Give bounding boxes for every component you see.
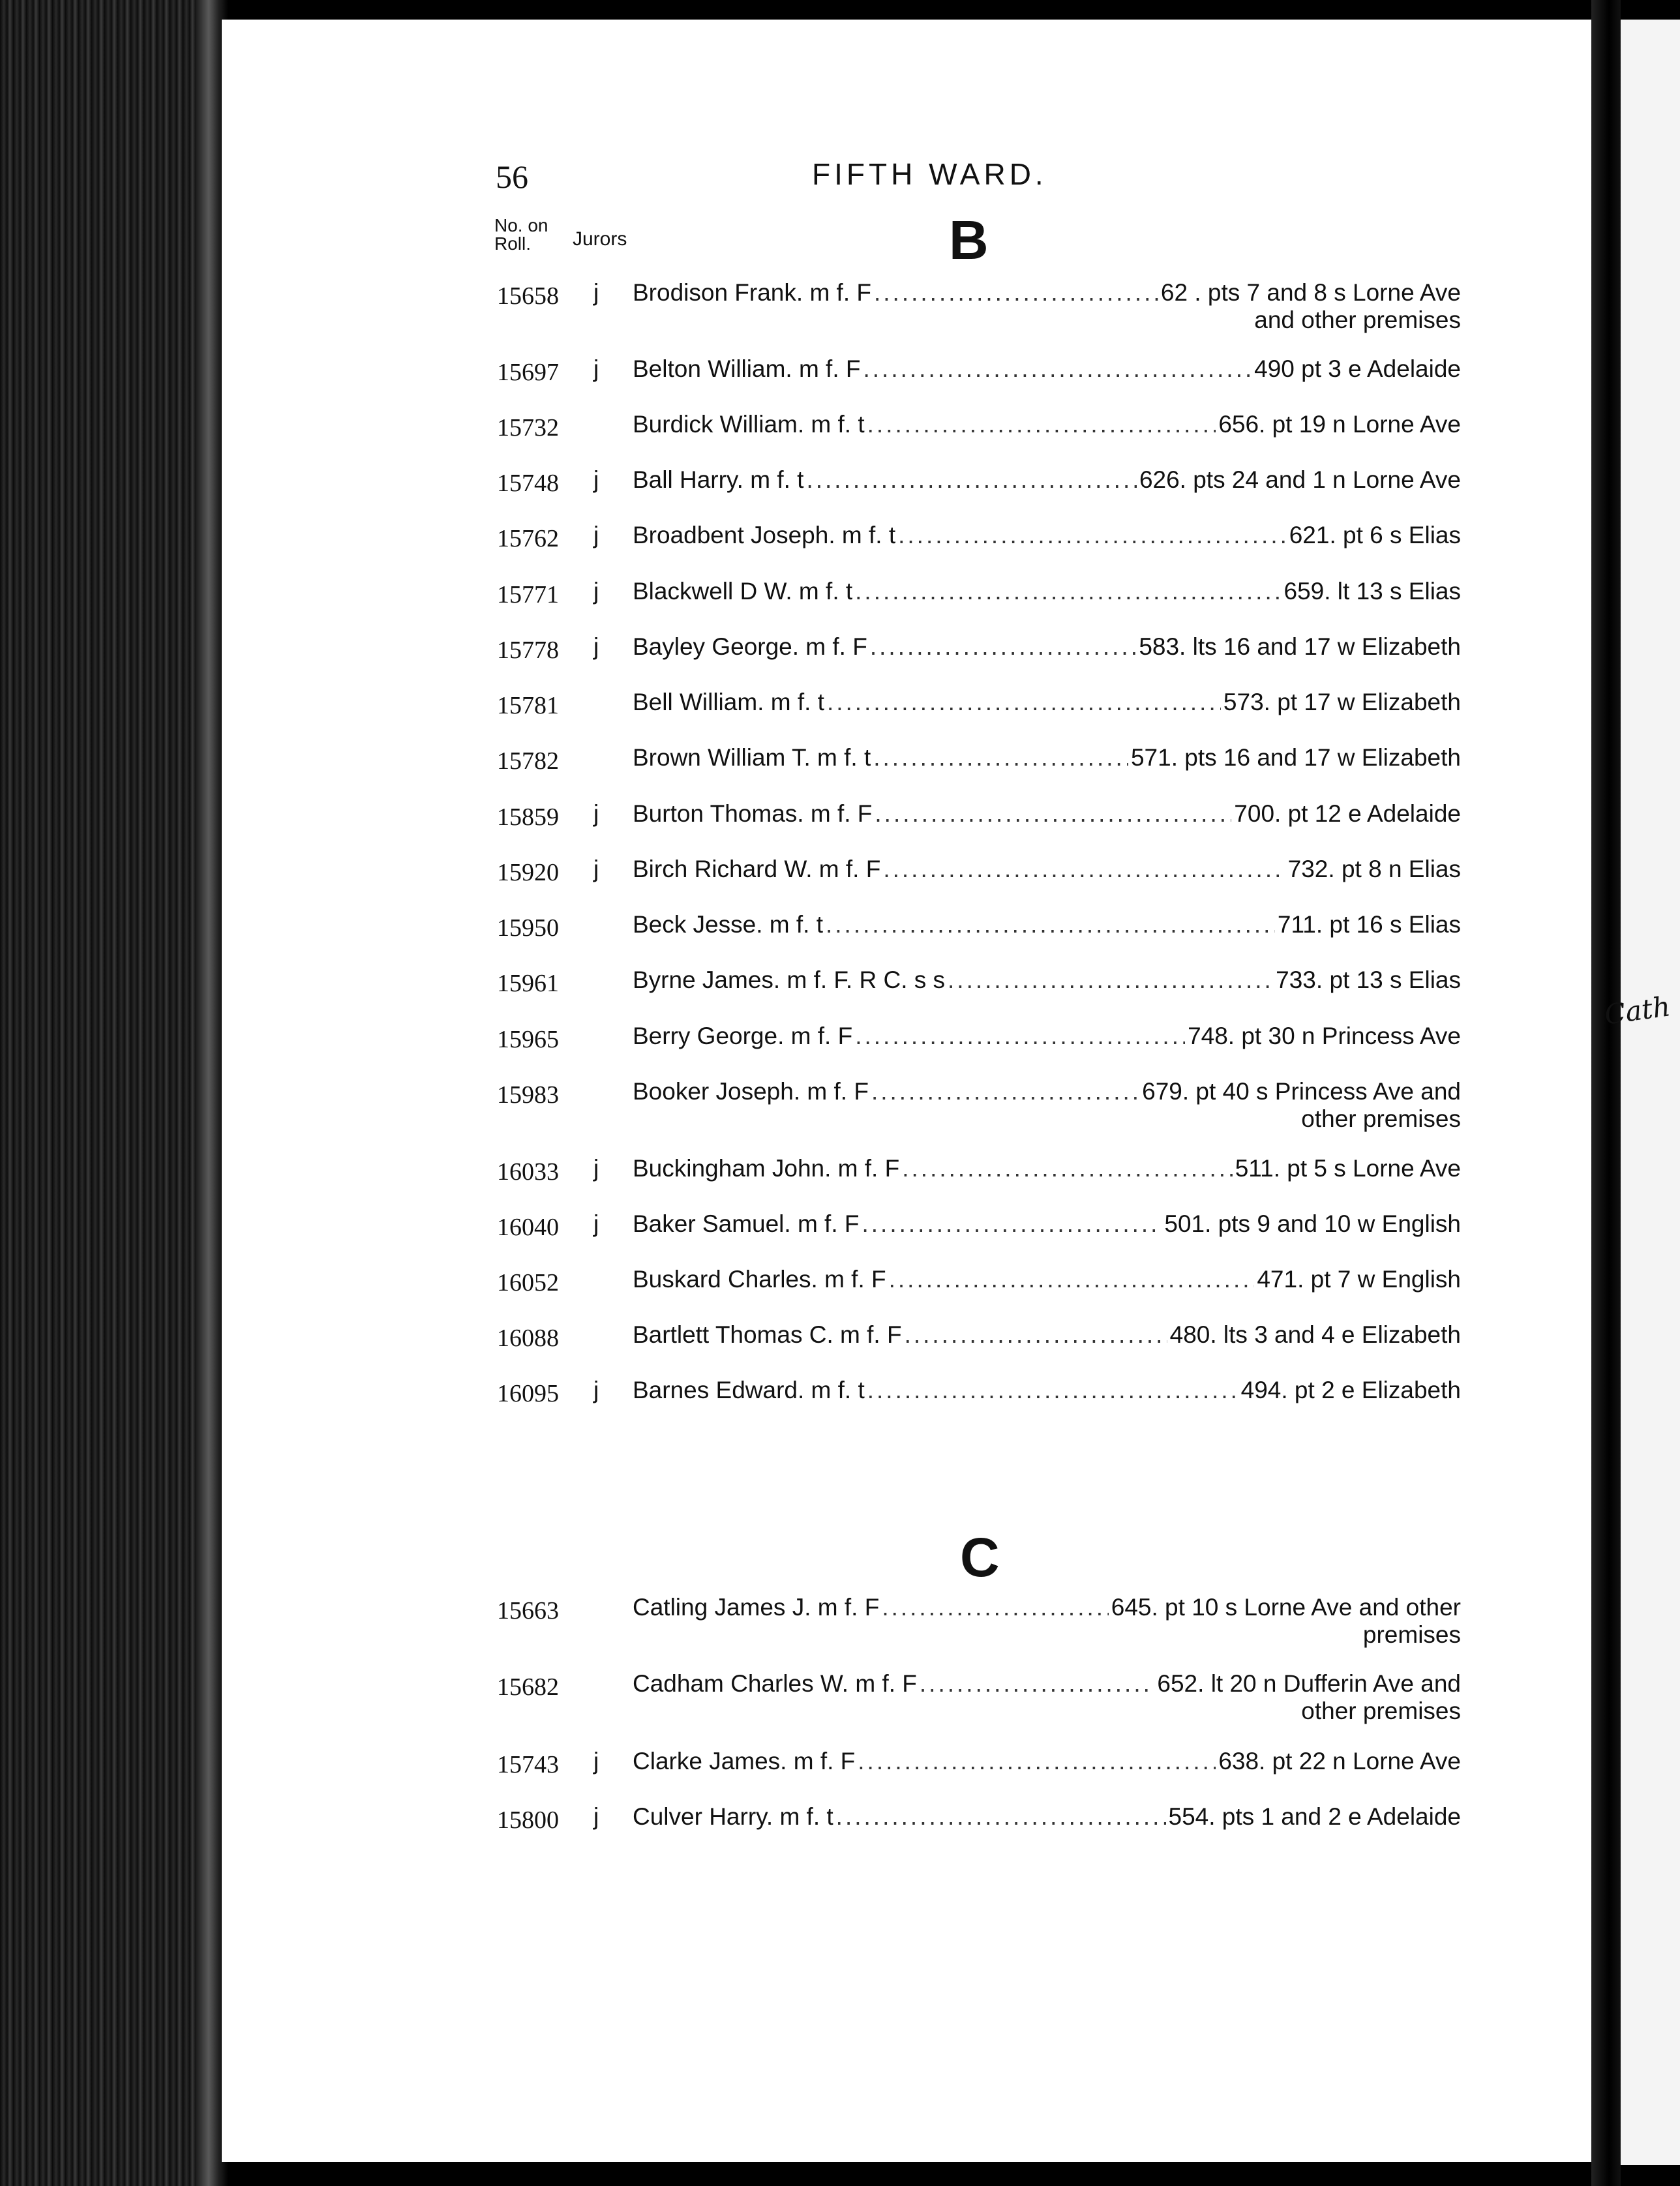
voter-name: Bell William. m f. t xyxy=(633,689,824,715)
juror-mark: j xyxy=(593,1377,599,1403)
entry-line xyxy=(633,1210,1461,1238)
juror-mark: j xyxy=(593,633,599,660)
leader-dots xyxy=(883,856,1285,883)
entry-line xyxy=(633,1748,1461,1775)
leader-dots xyxy=(875,800,1231,828)
entry-line xyxy=(633,911,1461,938)
facing-page-strip xyxy=(1621,20,1680,2165)
voter-name: Buskard Charles. m f. F xyxy=(633,1266,886,1293)
book-binding xyxy=(0,0,225,2186)
leader-dots xyxy=(870,633,1136,661)
juror-mark: j xyxy=(593,578,599,605)
leader-dots xyxy=(898,522,1287,549)
roll-number: 15663 xyxy=(497,1597,559,1625)
roll-number: 15778 xyxy=(497,636,559,664)
column-header-roll-number: No. on Roll. xyxy=(494,215,548,254)
roll-number: 15771 xyxy=(497,581,559,608)
assessment-and-property: 480. lts 3 and 4 e Elizabeth xyxy=(1169,1321,1461,1348)
assessment-and-property: 494. pt 2 e Elizabeth xyxy=(1240,1377,1461,1403)
assessment-and-property: 732. pt 8 n Elias xyxy=(1287,856,1461,882)
roll-number: 15732 xyxy=(497,414,559,442)
assessment-and-property: 490 pt 3 e Adelaide xyxy=(1254,355,1461,382)
juror-mark: j xyxy=(593,800,599,827)
roll-number: 16088 xyxy=(497,1325,559,1352)
entry-line xyxy=(633,1023,1461,1050)
juror-mark: j xyxy=(593,1803,599,1830)
roll-number: 15762 xyxy=(497,525,559,552)
leader-dots xyxy=(806,466,1136,494)
entry-line xyxy=(633,689,1461,716)
voter-name: Burdick William. m f. t xyxy=(633,411,865,438)
entry-line xyxy=(633,633,1461,661)
assessment-and-property: 733. pt 13 s Elias xyxy=(1276,966,1461,993)
page-number: 56 xyxy=(496,158,528,195)
roll-number: 16095 xyxy=(497,1380,559,1407)
assessment-and-property: 700. pt 12 e Adelaide xyxy=(1234,800,1461,827)
entry-line xyxy=(633,411,1461,438)
assessment-and-property: 659. lt 13 s Elias xyxy=(1283,578,1461,605)
assessment-and-property: 511. pt 5 s Lorne Ave xyxy=(1235,1155,1461,1182)
assessment-and-property: 571. pts 16 and 17 w Elizabeth xyxy=(1130,744,1461,771)
leader-dots xyxy=(948,966,1273,994)
voter-name: Beck Jesse. m f. t xyxy=(633,911,823,938)
voter-name: Clarke James. m f. F xyxy=(633,1748,856,1774)
voter-name: Birch Richard W. m f. F xyxy=(633,856,881,882)
assessment-and-property: 656. pt 19 n Lorne Ave xyxy=(1218,411,1461,438)
entry-line xyxy=(633,1594,1461,1621)
leader-dots xyxy=(867,411,1216,438)
leader-dots xyxy=(873,744,1128,771)
roll-number: 16052 xyxy=(497,1269,559,1296)
juror-mark: j xyxy=(593,522,599,548)
roll-number: 15743 xyxy=(497,1751,559,1778)
roll-number: 15697 xyxy=(497,359,559,386)
leader-dots xyxy=(905,1321,1167,1349)
roll-number: 15950 xyxy=(497,914,559,942)
voter-name: Cadham Charles W. m f. F xyxy=(633,1670,917,1697)
roll-number: 16033 xyxy=(497,1158,559,1186)
entry-line xyxy=(633,744,1461,771)
assessment-and-property: 583. lts 16 and 17 w Elizabeth xyxy=(1139,633,1461,660)
leader-dots xyxy=(858,1748,1216,1775)
assessment-and-property: 645. pt 10 s Lorne Ave and other xyxy=(1111,1594,1461,1621)
entry-line xyxy=(633,1321,1461,1349)
property-continuation: premises xyxy=(1362,1621,1461,1648)
handwritten-margin-note: Cath xyxy=(1602,990,1673,1031)
juror-mark: j xyxy=(593,856,599,882)
voter-name: Belton William. m f. F xyxy=(633,355,861,382)
voter-name: Baker Samuel. m f. F xyxy=(633,1210,860,1237)
entry-line xyxy=(633,522,1461,549)
column-header-jurors: Jurors xyxy=(573,228,627,250)
leader-dots xyxy=(889,1266,1255,1293)
leader-dots xyxy=(867,1377,1238,1404)
entry-line xyxy=(633,1670,1461,1698)
assessment-and-property: 748. pt 30 n Princess Ave xyxy=(1188,1023,1461,1049)
roll-number: 15782 xyxy=(497,747,559,775)
assessment-and-property: 62 . pts 7 and 8 s Lorne Ave xyxy=(1160,279,1461,306)
voter-name: Brown William T. m f. t xyxy=(633,744,871,771)
property-continuation: other premises xyxy=(1301,1105,1461,1132)
juror-mark: j xyxy=(593,279,599,306)
voter-name: Blackwell D W. m f. t xyxy=(633,578,853,605)
leader-dots xyxy=(863,355,1252,383)
roll-number: 16040 xyxy=(497,1214,559,1241)
entry-line xyxy=(633,1266,1461,1293)
voter-name: Buckingham John. m f. F xyxy=(633,1155,900,1182)
entry-line xyxy=(633,1078,1461,1105)
leader-dots xyxy=(827,689,1221,716)
entry-line xyxy=(633,279,1461,307)
assessment-and-property: 679. pt 40 s Princess Ave and xyxy=(1142,1078,1461,1105)
assessment-and-property: 711. pt 16 s Elias xyxy=(1277,911,1461,938)
voter-name: Booker Joseph. m f. F xyxy=(633,1078,869,1105)
juror-mark: j xyxy=(593,1748,599,1774)
entry-line xyxy=(633,466,1461,494)
section-letter-b: B xyxy=(949,209,989,271)
entry-line xyxy=(633,1155,1461,1182)
leader-dots xyxy=(902,1155,1232,1182)
roll-number: 15983 xyxy=(497,1081,559,1109)
juror-mark: j xyxy=(593,355,599,382)
page-title: FIFTH WARD. xyxy=(812,157,1047,191)
entry-line xyxy=(633,355,1461,383)
voter-name: Culver Harry. m f. t xyxy=(633,1803,833,1830)
leader-dots xyxy=(836,1803,1166,1831)
leader-dots xyxy=(826,911,1275,938)
leader-dots xyxy=(882,1594,1108,1621)
entry-line xyxy=(633,578,1461,605)
section-letter-c: C xyxy=(960,1527,1000,1588)
entry-line xyxy=(633,1803,1461,1831)
voter-name: Ball Harry. m f. t xyxy=(633,466,804,493)
roll-number: 15800 xyxy=(497,1806,559,1834)
roll-number: 15748 xyxy=(497,470,559,497)
roll-number: 15859 xyxy=(497,803,559,831)
gutter-shadow xyxy=(1591,0,1621,2186)
roll-number: 15781 xyxy=(497,692,559,719)
juror-mark: j xyxy=(593,1155,599,1182)
roll-number: 15961 xyxy=(497,970,559,997)
voter-name: Bartlett Thomas C. m f. F xyxy=(633,1321,902,1348)
voter-name: Brodison Frank. m f. F xyxy=(633,279,871,306)
leader-dots xyxy=(855,578,1281,605)
voter-name: Bayley George. m f. F xyxy=(633,633,867,660)
assessment-and-property: 554. pts 1 and 2 e Adelaide xyxy=(1168,1803,1461,1830)
entry-line xyxy=(633,1377,1461,1404)
leader-dots xyxy=(855,1023,1185,1050)
assessment-and-property: 471. pt 7 w English xyxy=(1257,1266,1461,1293)
entry-line xyxy=(633,966,1461,994)
leader-dots xyxy=(862,1210,1162,1238)
property-continuation: and other premises xyxy=(1254,307,1461,333)
entry-line xyxy=(633,800,1461,828)
assessment-and-property: 501. pts 9 and 10 w English xyxy=(1164,1210,1461,1237)
voter-name: Byrne James. m f. F. R C. s s xyxy=(633,966,946,993)
roll-number: 15682 xyxy=(497,1673,559,1701)
leader-dots xyxy=(871,1078,1139,1105)
assessment-and-property: 621. pt 6 s Elias xyxy=(1289,522,1461,548)
leader-dots xyxy=(874,279,1158,307)
roll-number: 15658 xyxy=(497,282,559,310)
assessment-and-property: 638. pt 22 n Lorne Ave xyxy=(1218,1748,1461,1774)
assessment-and-property: 652. lt 20 n Dufferin Ave and xyxy=(1157,1670,1461,1697)
roll-number: 15920 xyxy=(497,859,559,886)
roll-number: 15965 xyxy=(497,1026,559,1053)
assessment-and-property: 626. pts 24 and 1 n Lorne Ave xyxy=(1139,466,1461,493)
voter-name: Catling James J. m f. F xyxy=(633,1594,880,1621)
entry-line xyxy=(633,856,1461,883)
voter-name: Barnes Edward. m f. t xyxy=(633,1377,865,1403)
juror-mark: j xyxy=(593,466,599,493)
voter-name: Berry George. m f. F xyxy=(633,1023,853,1049)
property-continuation: other premises xyxy=(1301,1698,1461,1724)
voter-name: Broadbent Joseph. m f. t xyxy=(633,522,896,548)
leader-dots xyxy=(920,1670,1155,1698)
juror-mark: j xyxy=(593,1210,599,1237)
assessment-and-property: 573. pt 17 w Elizabeth xyxy=(1223,689,1461,715)
voter-name: Burton Thomas. m f. F xyxy=(633,800,873,827)
